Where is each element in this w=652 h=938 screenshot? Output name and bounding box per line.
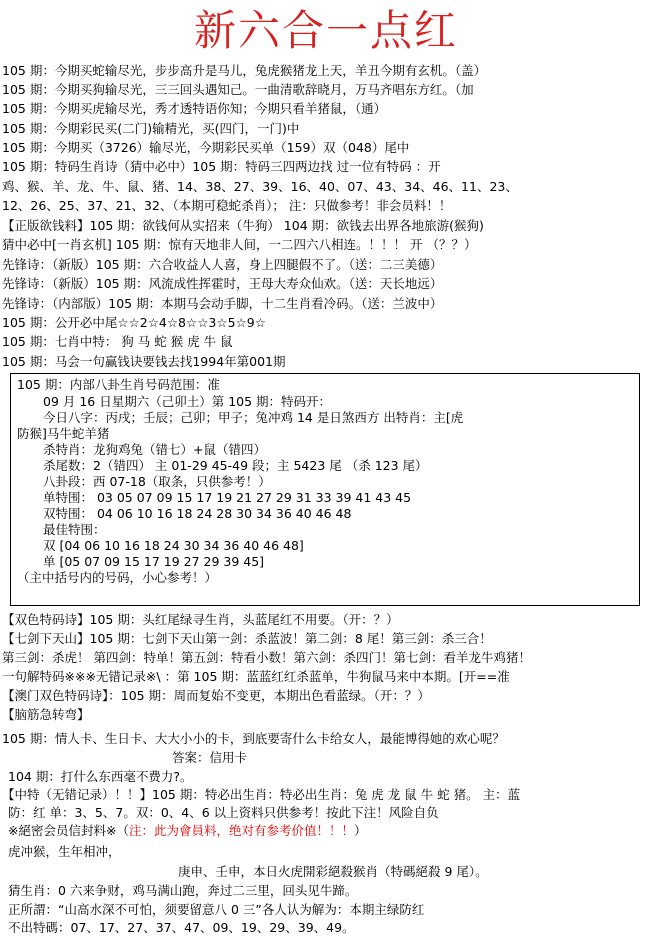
bagua-box (10, 373, 640, 606)
text-line: 【七剑下天山】105 期：七剑下天山第一剑：杀蓝波！第二剑：8 尾！第三剑：杀三合！ (2, 631, 492, 646)
text-line: 第三剑：杀虎！ 第四剑：特单！第五剑：特看小数！第六剑：杀四门！第七剑：看羊龙牛鸡猪！ (2, 650, 531, 665)
text-line: 105 期：特码生肖诗（猜中必中）105 期：特码三四两边找 过一位有特码 ：开 (2, 159, 441, 174)
text-line: 虎冲猴，生年相冲， (8, 844, 121, 859)
box-bazi-cont: 防猴]马牛蛇羊猪 (17, 426, 110, 441)
box-single-range: 单特围： 03 05 07 09 15 17 19 21 27 29 31 33 39 41 43 45 (43, 490, 412, 505)
vip-red-note: 注：此为會員料，绝对有参考价值！！！ (128, 823, 354, 838)
box-kill-tail: 杀尾数：2（错四） 主 01-29 45-49 段；主 5423 尾 （杀 123 尾） (43, 458, 428, 473)
text-line: 105 期：情人卡、生日卡、大大小小的卡，到底要寄什么卡给女人，最能博得她的欢心呢？ (2, 731, 505, 746)
text-line: 猜中必中[一肖玄机] 105 期：惊有天地非人间，一二四六八相连。！！！ 开 （？？） (2, 237, 477, 252)
page-title: 新六合一点红 (193, 6, 458, 55)
text-line: 105 期：公开必中尾☆☆2☆4☆8☆☆3☆5☆9☆ (2, 315, 266, 330)
vip-line (8, 822, 366, 839)
text-line: 庚申、壬申，本日火虎開彩絕殺猴肖（特碼絕殺 9 尾）。 (178, 864, 488, 879)
text-line: 不出特碼：07、17、27、37、47、09、19、29、39、49。 (8, 920, 355, 935)
text-line: 正所謂：“山高水深不可怕，须要留意八 0 三”各人认为解为：本期主绿防红 (8, 902, 425, 917)
box-date: 09 月 16 日星期六（己卯土）第 105 期：特码开： (43, 394, 332, 409)
box-double-range: 双特围： 04 06 10 16 18 24 28 30 34 36 40 46 48 (43, 506, 352, 521)
text-line: 105 期：今期买虎输尽光，秀才透特语你知；今期只看羊猪鼠，（通） (2, 101, 387, 116)
text-line: 105 期：今期买狗输尽光，三三回头遇知己。一曲清歌辞晓月，万马齐唱东方红。（加 (2, 82, 474, 97)
box-best-single: 单 [05 07 09 15 17 19 27 29 39 45] (43, 554, 265, 569)
text-line: 【中特（无错记录）！！】105 期：特必出生肖：特必出生肖：兔 虎 龙 鼠 牛 蛇 猪。 主：蓝 (2, 787, 521, 802)
box-header: 105 期：内部八卦生肖号码范围：准 (17, 377, 220, 392)
text-line: 105 期：今期买蛇输尽光，步步高升是马儿，兔虎猴猪龙上天，羊丑今期有玄机。（盖） (2, 63, 487, 78)
text-line: 105 期：马会一句赢钱诀要钱去找1994年第001期 (2, 354, 286, 369)
text-line: 鸡、猴、羊、龙、牛、鼠、猪、14、38、27、39、16、40、07、43、34、46、11、23、 (2, 179, 518, 194)
text-line: 【脑筋急转弯】 (2, 707, 90, 722)
text-line: 105 期：今期买（3726）输尽光，今期彩民买单（159）双（048）尾中 (2, 140, 410, 155)
box-kill-zodiac: 杀特肖：龙狗鸡兔（错七）+鼠（错四） (43, 442, 266, 457)
answer-line: 答案：信用卡 (172, 750, 248, 765)
text-line: 【双色特码诗】105 期：头红尾绿寻生肖，头蓝尾红不用要。（开：？） (2, 612, 399, 627)
text-line: 【正版欲钱料】105 期：欲钱何从实招来（牛狗） 104 期：欲钱去出界各地旅游(猴狗) (2, 218, 484, 233)
text-line: 12、26、25、37、21、32、（本期可稳蛇杀肖）； 注：只做参考！非会员料！！ (2, 198, 452, 213)
text-line: 一句解特码※※※无错记录※\ ：第 105 期：蓝蓝红红杀蓝单，牛狗鼠马来中本期。[开==准 (2, 669, 510, 684)
vip-prefix: ※絕密会员信封料※（ (8, 823, 129, 838)
vip-suffix: ） (353, 823, 367, 838)
box-note: （主中括号内的号码，小心参考！） (17, 570, 218, 585)
text-line: 防：红 单：3、5、7。双：0、4、6 以上资料只供参考！按此下注！风险自负 (8, 805, 439, 820)
box-bagua: 八卦段：西 07-18（取条，只供参考！） (43, 474, 271, 489)
text-line: 105 期：今期彩民买(二门)输精光，买(四门，一门)中 (2, 121, 300, 136)
box-bazi: 今日八字：丙戌；壬辰；己卯；甲子；兔冲鸡 14 是日煞西方 出特肖：主[虎 (43, 410, 464, 425)
text-line: 先锋诗：（内部版）105 期：本期马会动手脚，十二生肖看冷码。（送：兰波中） (2, 296, 443, 311)
text-line: 猜生肖：0 六来争财，鸡马满山跑，奔过二三里，回头见牛蹄。 (8, 883, 358, 898)
text-line: 105 期：七肖中特： 狗 马 蛇 猴 虎 牛 鼠 (2, 334, 233, 349)
text-line: 先锋诗：（新版）105 期：六合收益人人喜，身上四腿假不了。（送：二三美德） (2, 257, 443, 272)
text-line: 【澳门双色特码诗】：105 期：周而复始不变更，本期出色看蓝绿。（开：？） (2, 688, 430, 703)
text-line: 104 期：打什么东西毫不费力?。 (8, 769, 193, 784)
box-best-label: 最佳特围： (43, 522, 106, 537)
text-line: 先锋诗：（新版）105 期：风流成性挥霍时，王母大寿众仙欢。（送：天长地远） (2, 276, 443, 291)
box-best-double: 双 [04 06 10 16 18 24 30 34 36 40 46 48] (43, 538, 304, 553)
